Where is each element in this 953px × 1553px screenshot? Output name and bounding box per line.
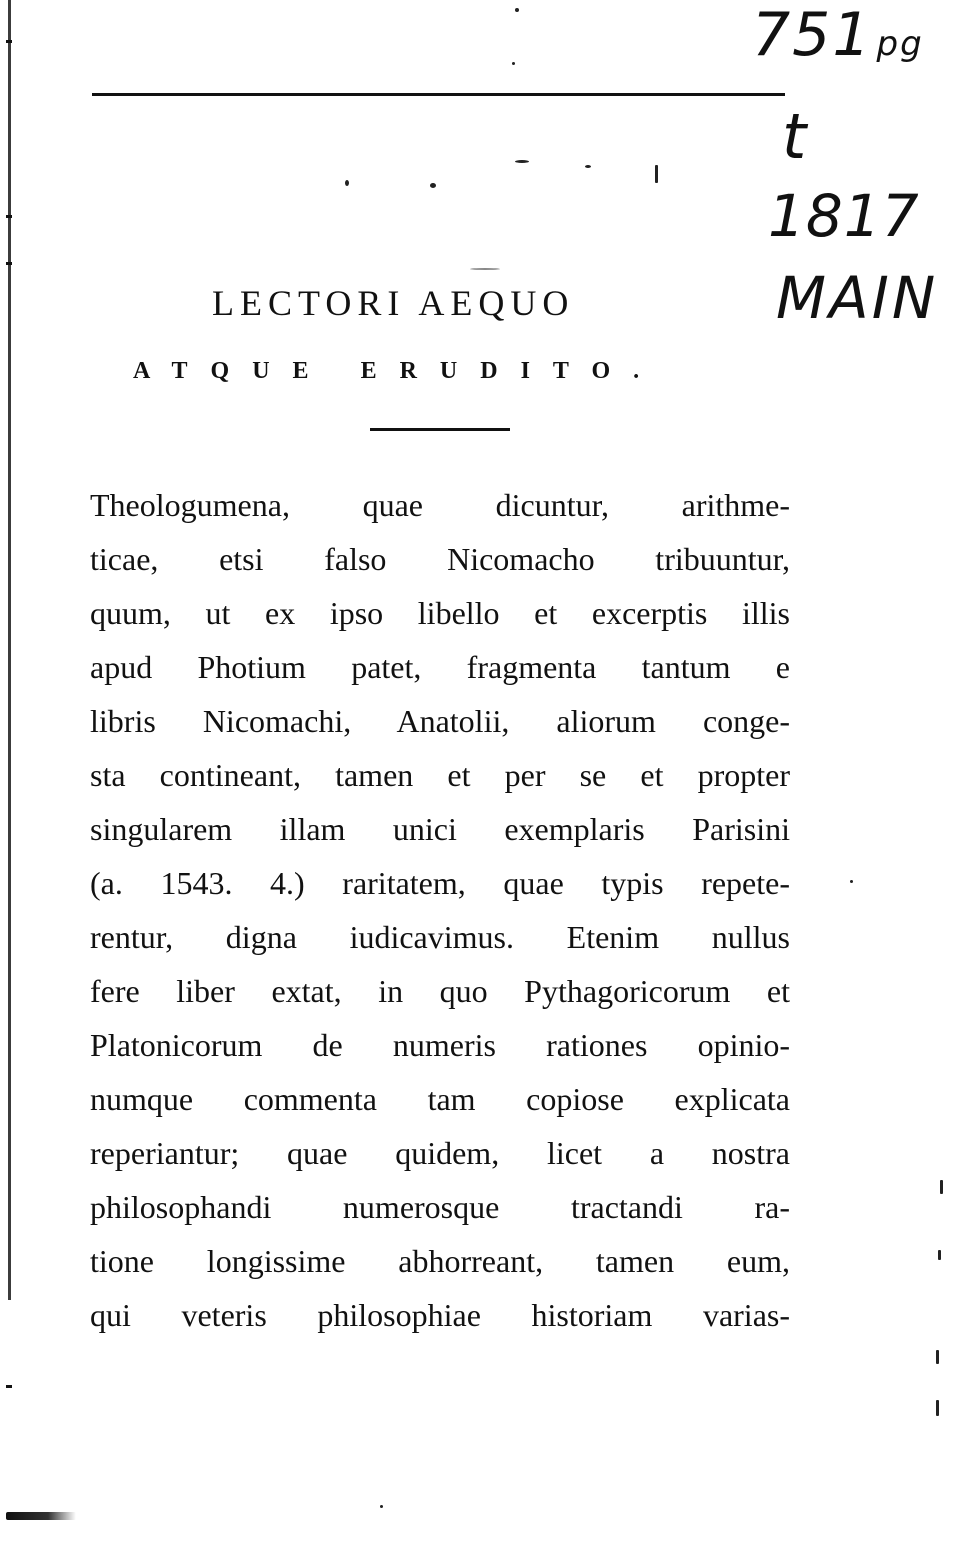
- body-paragraph: [90, 478, 790, 1342]
- text-line: Platonicorum de numeris rationes opinio-: [90, 1027, 790, 1063]
- scan-speck: [515, 160, 529, 163]
- scan-speck: [850, 880, 853, 883]
- scan-speck: [430, 183, 436, 188]
- handwritten-letter: t: [782, 100, 807, 173]
- top-rule: [92, 93, 785, 96]
- text-line: numque commenta tam copiose explicata: [90, 1081, 790, 1117]
- text-line: quum, ut ex ipso libello et excerptis illis: [90, 595, 790, 631]
- text-line: tione longissime abhorreant, tamen eum,: [90, 1243, 790, 1279]
- page-title: LECTORI AEQUO: [212, 283, 575, 323]
- scan-speck: [936, 1400, 939, 1416]
- call-number-suffix: pg: [876, 24, 924, 64]
- scan-speck: [655, 165, 658, 183]
- binding-mark: [6, 40, 12, 43]
- scan-speck: [585, 165, 591, 168]
- page-subtitle: ATQUE ERUDITO.: [133, 358, 663, 384]
- binding-mark: [6, 262, 12, 265]
- text-line: libris Nicomachi, Anatolii, aliorum conge-: [90, 703, 790, 739]
- text-line: rentur, digna iudicavimus. Etenim nullus: [90, 919, 790, 955]
- handwritten-call-number: [752, 0, 924, 70]
- binding-mark: [6, 1385, 12, 1388]
- scan-speck: [940, 1180, 943, 1194]
- scan-speck: [380, 1505, 383, 1508]
- text-line: singularem illam unici exemplaris Parisini: [90, 811, 790, 847]
- text-line: apud Photium patet, fragmenta tantum e: [90, 649, 790, 685]
- heading-divider: [370, 428, 510, 431]
- binding-edge: [8, 0, 11, 1300]
- binding-mark: [6, 215, 12, 218]
- handwritten-year: 1817: [768, 182, 920, 250]
- text-line: fere liber extat, in quo Pythagoricorum et: [90, 973, 790, 1009]
- handwritten-location: MAIN: [776, 264, 939, 332]
- text-line: reperiantur; quae quidem, licet a nostra: [90, 1135, 790, 1171]
- text-line: (a. 1543. 4.) raritatem, quae typis repete-: [90, 865, 790, 901]
- scan-speck: [936, 1350, 939, 1364]
- scan-speck: [345, 180, 349, 186]
- text-line: philosophandi numerosque tractandi ra-: [90, 1189, 790, 1225]
- scan-speck: [470, 268, 500, 270]
- text-line: sta contineant, tamen et per se et propter: [90, 757, 790, 793]
- scan-speck: [515, 8, 519, 12]
- text-line: Theologumena, quae dicuntur, arithme-: [90, 487, 790, 523]
- bottom-ink-smudge: [6, 1512, 76, 1520]
- call-number-digits: 751: [752, 0, 873, 70]
- scan-speck: [938, 1250, 941, 1260]
- text-line: qui veteris philosophiae historiam varias-: [90, 1297, 790, 1333]
- text-line: ticae, etsi falso Nicomacho tribuuntur,: [90, 541, 790, 577]
- scan-speck: [512, 62, 515, 65]
